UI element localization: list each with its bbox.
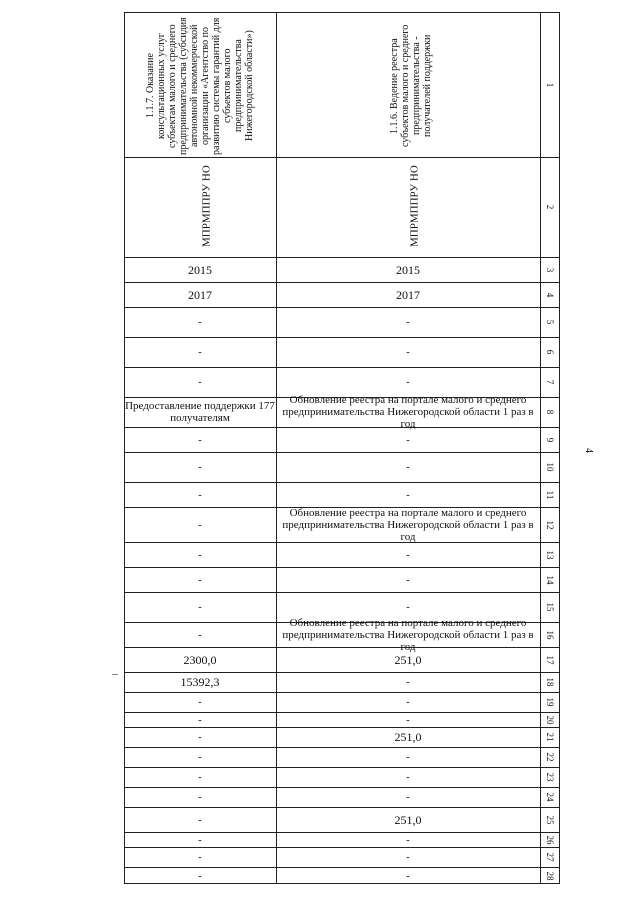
column-number: 25 bbox=[545, 815, 555, 824]
consulting-row-cell: Предоставление поддержки 177 получателям bbox=[125, 400, 275, 424]
consulting-row-cell: - bbox=[198, 696, 202, 708]
column-number: 7 bbox=[545, 379, 555, 385]
registry-row-cell: - bbox=[406, 346, 410, 358]
column-number: 20 bbox=[545, 715, 555, 724]
registry-row-cell: - bbox=[406, 696, 410, 708]
column-number: 4 bbox=[545, 292, 555, 297]
registry-row-cell: 2017 bbox=[396, 287, 420, 302]
registry-row-cell: - bbox=[406, 573, 410, 586]
consulting-row-cell: - bbox=[198, 771, 202, 783]
consulting-row-cell: - bbox=[198, 731, 202, 743]
column-number: 9 bbox=[545, 437, 555, 442]
column-number: 11 bbox=[545, 490, 555, 499]
consulting-row-cell: - bbox=[198, 461, 202, 473]
column-number: 10 bbox=[545, 462, 555, 472]
registry-row-cell: 251,0 bbox=[394, 652, 422, 667]
registry-row-cell: - bbox=[406, 548, 410, 561]
column-number: 26 bbox=[545, 835, 555, 844]
consulting-row-cell: - bbox=[198, 433, 202, 446]
grid-row-line bbox=[124, 157, 560, 158]
column-number: 18 bbox=[545, 677, 555, 687]
column-number: 6 bbox=[545, 349, 555, 355]
row-1-executor: МПРМППРУ НО bbox=[408, 165, 421, 247]
consulting-row-cell: - bbox=[198, 751, 202, 763]
column-number: 16 bbox=[545, 630, 555, 639]
registry-row-cell: - bbox=[406, 713, 410, 726]
registry-row-cell: - bbox=[406, 751, 410, 763]
registry-row-cell: - bbox=[406, 433, 410, 446]
column-number: 24 bbox=[545, 792, 555, 802]
registry-row-cell: - bbox=[406, 376, 410, 388]
consulting-row-cell: - bbox=[198, 601, 202, 613]
column-number: 1 bbox=[545, 82, 555, 87]
registry-row-cell: - bbox=[406, 488, 410, 501]
registry-row-cell: - bbox=[406, 833, 410, 846]
column-number: 13 bbox=[545, 550, 555, 559]
consulting-row-cell: - bbox=[198, 376, 202, 388]
consulting-row-cell: - bbox=[198, 833, 202, 846]
column-number: 23 bbox=[545, 772, 555, 782]
registry-row-cell: Обновление реестра на портале малого и среднего предпринимательства Нижегородской области 1 раз в год bbox=[282, 394, 534, 430]
registry-row-cell: 251,0 bbox=[394, 730, 422, 744]
column-number: 14 bbox=[545, 575, 555, 584]
consulting-row-cell: - bbox=[198, 628, 202, 641]
registry-row-cell: Обновление реестра на портале малого и среднего предпринимательства Нижегородской области 1 раз в год bbox=[282, 616, 534, 653]
margin-mark bbox=[112, 674, 118, 675]
consulting-row-cell: 2300,0 bbox=[183, 652, 217, 667]
row-2-executor: МПРМППРУ НО bbox=[200, 165, 213, 247]
consulting-row-cell: - bbox=[198, 573, 202, 586]
registry-row-cell: - bbox=[406, 791, 410, 803]
registry-row-cell: 251,0 bbox=[394, 812, 422, 827]
registry-row-cell: 2015 bbox=[396, 262, 420, 277]
registry-row-cell: - bbox=[406, 676, 410, 688]
column-number: 17 bbox=[545, 655, 555, 664]
column-number: 15 bbox=[545, 602, 555, 612]
column-number: 2 bbox=[545, 204, 555, 210]
column-number: 28 bbox=[545, 871, 555, 880]
consulting-row-cell: - bbox=[198, 869, 202, 882]
column-number: 22 bbox=[545, 752, 555, 762]
registry-row-cell: - bbox=[406, 869, 410, 882]
consulting-row-cell: - bbox=[198, 488, 202, 501]
consulting-row-cell: - bbox=[198, 548, 202, 561]
registry-row-cell: - bbox=[406, 851, 410, 863]
consulting-row-cell: 2015 bbox=[188, 262, 212, 277]
registry-row-cell: - bbox=[406, 601, 410, 613]
consulting-row-cell: 15392,3 bbox=[180, 675, 220, 689]
column-number: 12 bbox=[545, 520, 555, 529]
row-1-name: 1.1.6. Ведение реестра субъектов малого и среднего предпринимательства - получателей поддержки bbox=[389, 24, 433, 148]
consulting-row-cell: - bbox=[198, 518, 202, 531]
column-number: 27 bbox=[545, 852, 555, 862]
consulting-row-cell: 2017 bbox=[188, 287, 212, 302]
page-number: 4 bbox=[583, 448, 594, 453]
registry-row-cell: - bbox=[406, 771, 410, 783]
consulting-row-cell: - bbox=[198, 813, 202, 826]
consulting-row-cell: - bbox=[198, 316, 202, 328]
registry-row-cell: Обновление реестра на портале малого и среднего предпринимательства Нижегородской области 1 раз в год bbox=[282, 506, 534, 543]
consulting-row-cell: - bbox=[198, 346, 202, 358]
column-number: 21 bbox=[545, 732, 555, 742]
column-number: 8 bbox=[545, 409, 555, 415]
column-number: 19 bbox=[545, 697, 555, 707]
column-number: 5 bbox=[545, 319, 555, 325]
column-number: 3 bbox=[545, 267, 555, 272]
consulting-row-cell: - bbox=[198, 851, 202, 863]
consulting-row-cell: - bbox=[198, 791, 202, 803]
consulting-row-cell: - bbox=[198, 713, 202, 726]
row-2-name: 1.1.7. Оказание консультационных услуг субъектам малого и среднего предпринимательства (субсидия автономной некоммерческой организации «Агентство по развитию системы гарантий для субъектов малого предпринимательства Нижегородской области») bbox=[145, 17, 255, 155]
registry-row-cell: - bbox=[406, 316, 410, 328]
registry-row-cell: - bbox=[406, 461, 410, 473]
